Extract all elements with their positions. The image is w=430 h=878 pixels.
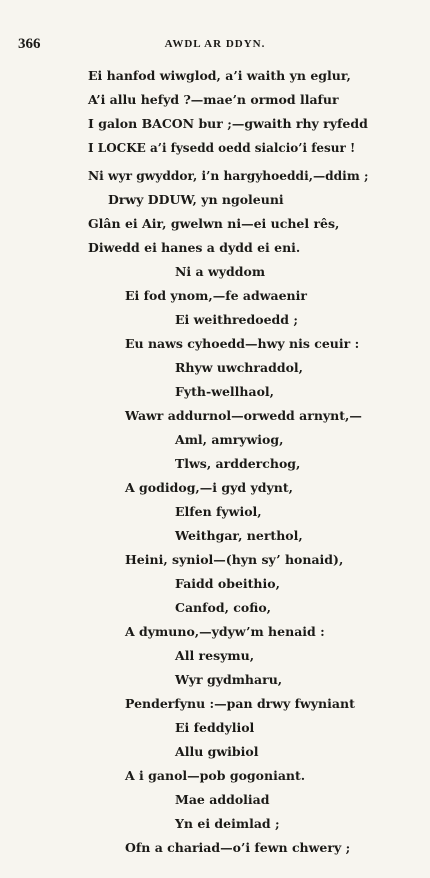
poem-line: A i ganol—pob gogoniant.	[125, 768, 306, 783]
poem-line: Ni wyr gwyddor, i’n hargyhoeddi,—ddim ;	[88, 169, 369, 183]
poem-line: Tlws, ardderchog,	[175, 456, 301, 471]
poem-line: Canfod, cofio,	[175, 600, 272, 615]
poem-line: Faidd obeithio,	[175, 576, 280, 591]
page-header	[0, 36, 430, 56]
poem-line: Wyr gydmharu,	[175, 672, 283, 687]
poem-line: A dymuno,—ydyw’m henaid :	[125, 624, 325, 639]
poem-line: All resymu,	[175, 648, 255, 663]
poem-line: I galon BACON bur ;—gwaith rhy ryfedd	[88, 116, 368, 131]
poem-line: I LOCKE a’i fysedd oedd sialcio’i fesur !	[88, 141, 356, 155]
poem-line: Ei weithredoedd ;	[175, 312, 298, 327]
poem-line: Aml, amrywiog,	[175, 432, 284, 447]
poem-line: Rhyw uwchraddol,	[175, 360, 304, 375]
poem-line: A’i allu hefyd ?—mae’n ormod llafur	[88, 92, 339, 107]
poem-line: Ei feddyliol	[175, 720, 255, 735]
poem-line: Drwy DDUW, yn ngoleuni	[108, 192, 284, 207]
poem-line: A godidog,—i gyd ydynt,	[125, 480, 293, 495]
poem-line: Glân ei Air, gwelwn ni—ei uchel rês,	[88, 216, 340, 231]
poem-line: Elfen fywiol,	[175, 504, 262, 519]
poem-line: Heini, syniol—(hyn sy’ honaid),	[125, 552, 344, 567]
poem-line: Weithgar, nerthol,	[175, 528, 303, 543]
page-number: 366	[18, 36, 41, 52]
poem-line: Ofn a chariad—o’i fewn chwery ;	[125, 840, 351, 855]
poem-line: Allu gwibiol	[175, 744, 259, 759]
poem-line: Wawr addurnol—orwedd arnynt,—	[125, 408, 362, 423]
running-title: AWDL AR DDYN.	[164, 38, 266, 50]
poem-line: Eu naws cyhoedd—hwy nis ceuir :	[125, 336, 360, 351]
poem-line: Diwedd ei hanes a dydd ei eni.	[88, 240, 301, 255]
poem-line: Yn ei deimlad ;	[175, 816, 280, 831]
poem-line: Fyth-wellhaol,	[175, 384, 275, 399]
poem-line: Ei fod ynom,—fe adwaenir	[125, 288, 307, 303]
poem-line: Ni a wyddom	[175, 264, 266, 279]
poem-line: Ei hanfod wiwglod, a’i waith yn eglur,	[88, 68, 351, 83]
poem-line: Mae addoliad	[175, 792, 270, 807]
poem-line: Penderfynu :—pan drwy fwyniant	[125, 696, 355, 711]
